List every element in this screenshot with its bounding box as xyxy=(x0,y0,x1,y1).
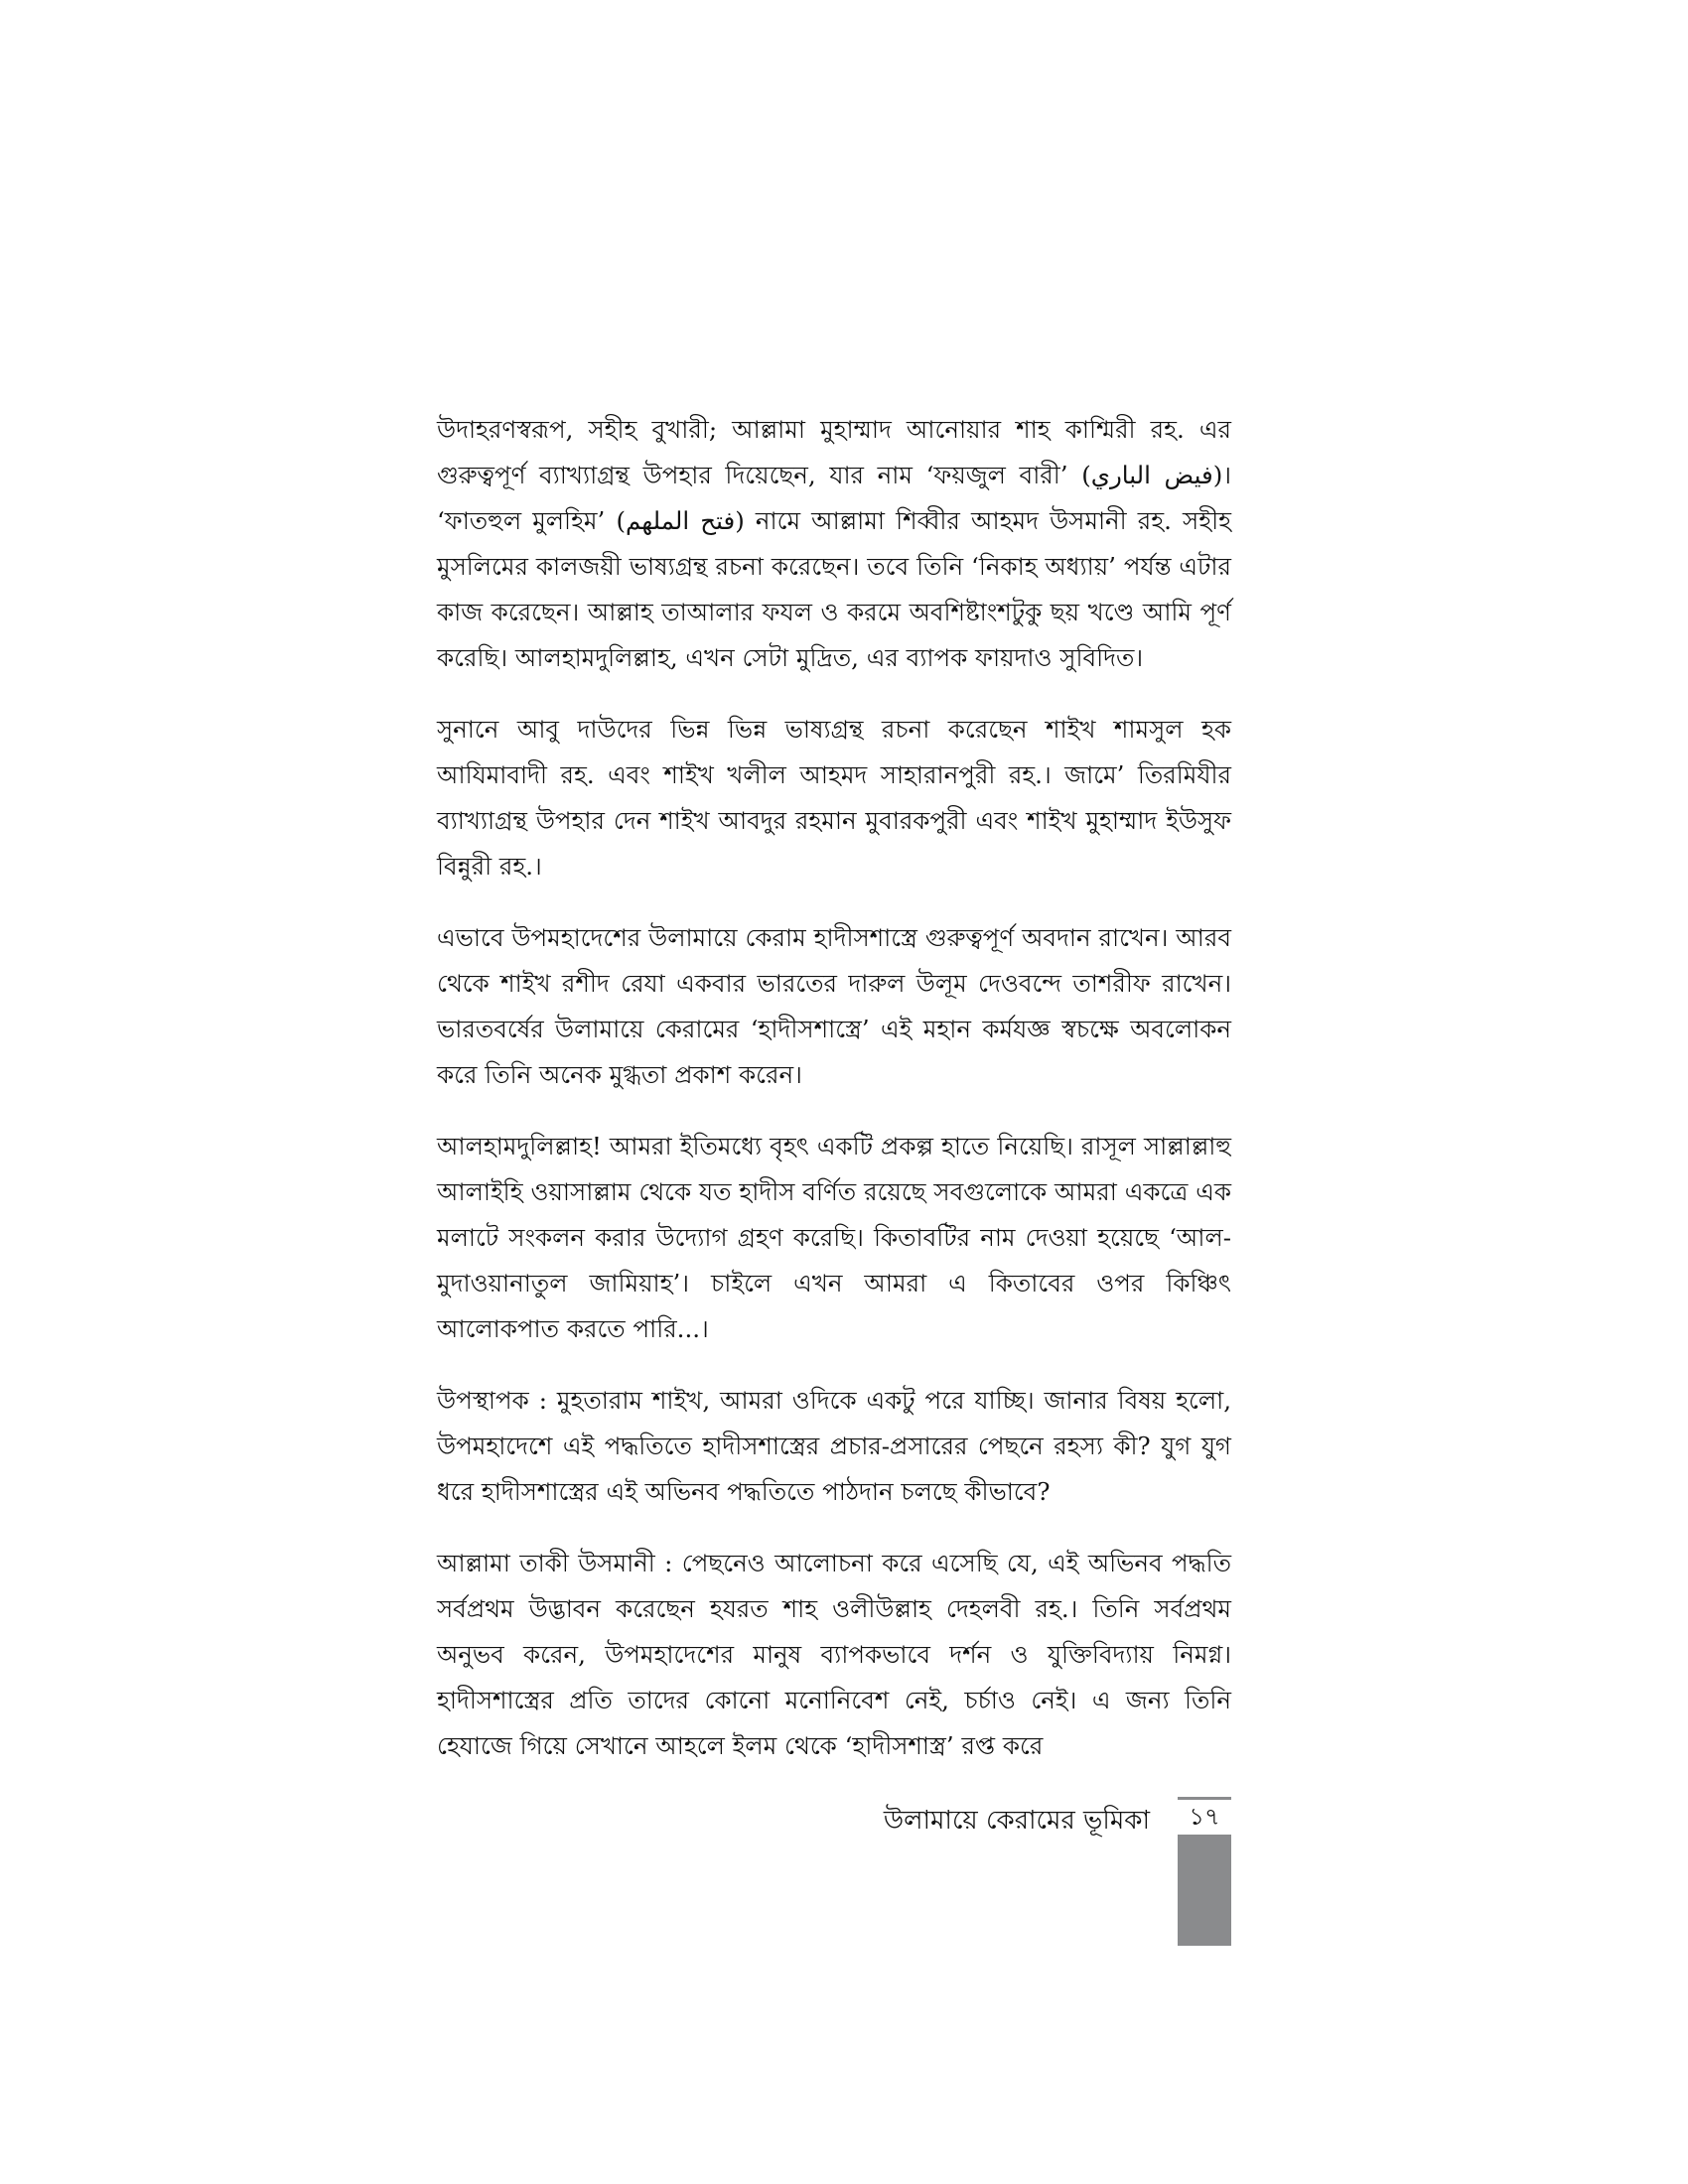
paragraph: আলহামদুলিল্লাহ! আমরা ইতিমধ্যে বৃহৎ একটি প্রকল্প হাতে নিয়েছি। রাসূল সাল্লাল্লাহু আলাইহি ওয়াসাল্লাম থেকে যত হাদীস বর্ণিত রয়েছে সবগুলোকে আমরা একত্রে এক মলাটে সংকলন করার উদ্যোগ গ্রহণ করেছি। কিতাবটির নাম দেওয়া হয়েছে ‘আল-মুদাওয়ানাতুল জামিয়াহ’। চাইলে এখন আমরা এ কিতাবের ওপর কিঞ্চিৎ আলোকপাত করতে পারি...। xyxy=(437,1132,1231,1343)
tab-top-rule xyxy=(1178,1797,1231,1800)
paragraph: এভাবে উপমহাদেশের উলামায়ে কেরাম হাদীসশাস্ত্রে গুরুত্বপূর্ণ অবদান রাখেন। আরব থেকে শাইখ রশীদ রেযা একবার ভারতের দারুল উলূম দেওবন্দে তাশরীফ রাখেন। ভারতবর্ষের উলামায়ে কেরামের ‘হাদীসশাস্ত্রে’ এই মহান কর্মযজ্ঞ স্বচক্ষে অবলোকন করে তিনি অনেক মুগ্ধতা প্রকাশ করেন। xyxy=(437,923,1231,1089)
tab-fill-block xyxy=(1178,1835,1231,1946)
paragraph: উদাহরণস্বরূপ, সহীহ বুখারী; আল্লামা মুহাম্মাদ আনোয়ার শাহ কাশ্মিরী রহ. এর গুরুত্বপূর্ণ ব্যাখ্যাগ্রন্থ উপহার দিয়েছেন, যার নাম ‘ফয়জুল বারী’ (فيض الباري)। ‘ফাতহুল মুলহিম’ (فتح الملهم) নামে আল্লামা শিব্বীর আহমদ উসমানী রহ. সহীহ মুসলিমের কালজয়ী ভাষ্যগ্রন্থ রচনা করেছেন। তবে তিনি ‘নিকাহ অধ্যায়’ পর্যন্ত এটার কাজ করেছেন। আল্লাহ তাআলার ফযল ও করমে অবশিষ্টাংশটুকু ছয় খণ্ডে আমি পূর্ণ করেছি। আলহামদুলিল্লাহ, এখন সেটা মুদ্রিত, এর ব্যাপক ফায়দাও সুবিদিত। xyxy=(437,415,1232,672)
paragraph: উপস্থাপক : মুহতারাম শাইখ, আমরা ওদিকে একটু পরে যাচ্ছি। জানার বিষয় হলো, উপমহাদেশে এই পদ্ধতিতে হাদীসশাস্ত্রের প্রচার-প্রসারের পেছনে রহস্য কী? যুগ যুগ ধরে হাদীসশাস্ত্রের এই অভিনব পদ্ধতিতে পাঠদান চলছে কীভাবে? xyxy=(437,1386,1231,1506)
body-text xyxy=(437,407,1231,1795)
page-number-tab xyxy=(1178,1797,1231,1946)
page-footer xyxy=(437,1797,1231,1946)
paragraph: সুনানে আবু দাউদের ভিন্ন ভিন্ন ভাষ্যগ্রন্থ রচনা করেছেন শাইখ শামসুল হক আযিমাবাদী রহ. এবং শাইখ খলীল আহমদ সাহারানপুরী রহ.। জামে’ তিরমিযীর ব্যাখ্যাগ্রন্থ উপহার দেন শাইখ আবদুর রহমান মুবারকপুরী এবং শাইখ মুহাম্মাদ ইউসুফ বিন্নুরী রহ.। xyxy=(437,715,1231,881)
page-number: ১৭ xyxy=(1189,1803,1220,1831)
running-title: উলামায়ে কেরামের ভূমিকা xyxy=(883,1806,1150,1836)
paragraph: আল্লামা তাকী উসমানী : পেছনেও আলোচনা করে এসেছি যে, এই অভিনব পদ্ধতি সর্বপ্রথম উদ্ভাবন করেছেন হযরত শাহ ওলীউল্লাহ দেহলবী রহ.। তিনি সর্বপ্রথম অনুভব করেন, উপমহাদেশের মানুষ ব্যাপকভাবে দর্শন ও যুক্তিবিদ্যায় নিমগ্ন। হাদীসশাস্ত্রের প্রতি তাদের কোনো মনোনিবেশ নেই, চর্চাও নেই। এ জন্য তিনি হেযাজে গিয়ে সেখানে আহলে ইলম থেকে ‘হাদীসশাস্ত্র’ রপ্ত করে xyxy=(437,1549,1231,1760)
